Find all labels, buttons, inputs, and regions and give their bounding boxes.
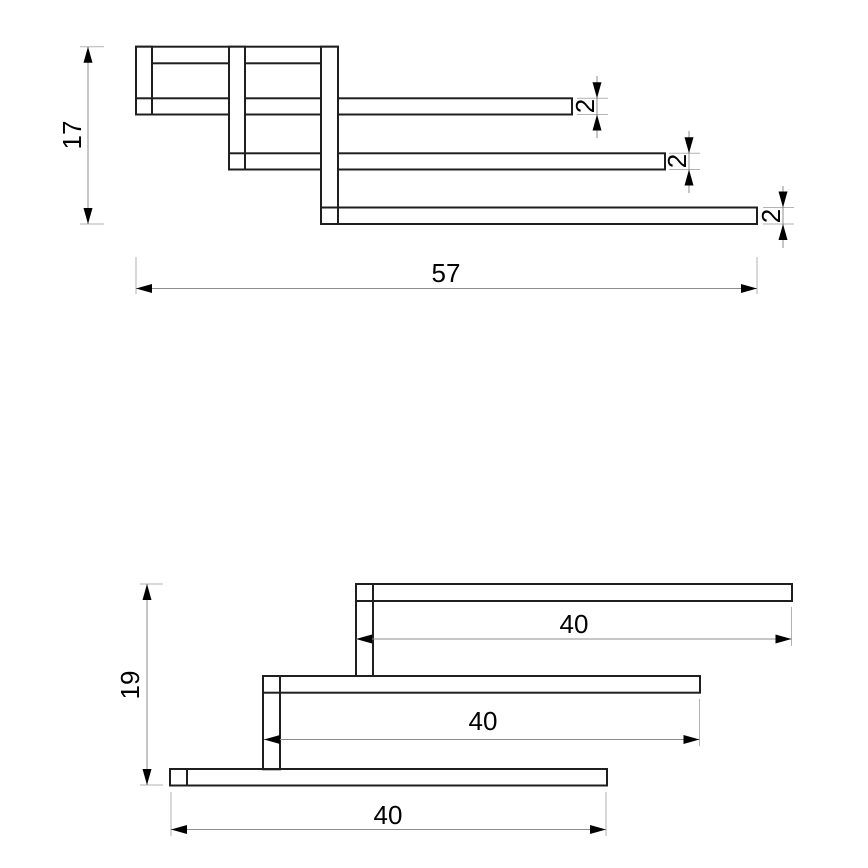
- dim-width-57: [136, 257, 757, 294]
- arrowhead-down-icon: [84, 208, 93, 224]
- drop-post-top: [356, 584, 373, 676]
- arm-3: [321, 208, 757, 225]
- arm-2: [229, 153, 665, 169]
- arrowhead-up-icon: [593, 115, 602, 131]
- drop-post-middle: [263, 676, 280, 769]
- arm-1: [136, 98, 572, 114]
- dim-length-bar-bottom-40-label: 40: [373, 800, 403, 830]
- dim-height-19: [115, 584, 163, 785]
- dim-length-bar-top-40-label: 40: [559, 609, 589, 639]
- arrowhead-right-icon: [590, 825, 606, 834]
- arrowhead-left-icon: [136, 284, 152, 293]
- dim-length-bar-top-40: [356, 607, 792, 646]
- dim-thickness-arm-2: [662, 131, 700, 193]
- dim-thickness-arm-2-label: 2: [662, 153, 692, 169]
- arrowhead-up-icon: [143, 584, 152, 600]
- dim-thickness-arm-1: [570, 76, 608, 138]
- arrowhead-right-icon: [776, 635, 792, 644]
- drop-post-bottom: [170, 769, 187, 786]
- dim-thickness-arm-3: [756, 186, 794, 248]
- arrowhead-up-icon: [685, 170, 694, 186]
- dim-length-bar-bottom-40: [171, 792, 606, 836]
- arrowhead-down-icon: [143, 769, 152, 785]
- arrowhead-left-icon: [356, 635, 372, 644]
- top-view: [136, 47, 757, 224]
- dim-height-19-label: 19: [115, 670, 145, 700]
- arrowhead-left-icon: [171, 825, 187, 834]
- bar-middle: [263, 676, 700, 693]
- bar-top: [356, 584, 792, 601]
- dim-height-17: [57, 47, 104, 224]
- dim-thickness-arm-1-label: 2: [570, 98, 600, 114]
- dim-thickness-arm-3-label: 2: [756, 208, 786, 224]
- arrowhead-up-icon: [779, 224, 788, 240]
- arrowhead-down-icon: [685, 137, 694, 153]
- post-3: [321, 47, 338, 224]
- arrowhead-right-icon: [741, 284, 757, 293]
- arrowhead-up-icon: [84, 47, 93, 63]
- arrowhead-left-icon: [264, 735, 280, 744]
- post-1: [136, 47, 152, 115]
- dim-height-17-label: 17: [57, 120, 87, 150]
- arrowhead-down-icon: [593, 82, 602, 98]
- dim-width-57-label: 57: [431, 258, 461, 288]
- bar-bottom: [170, 769, 607, 786]
- dim-length-bar-middle-40: [264, 699, 700, 746]
- arrowhead-down-icon: [779, 192, 788, 208]
- front-view: [170, 584, 792, 786]
- post-2: [229, 47, 245, 170]
- arrowhead-right-icon: [684, 735, 700, 744]
- dim-length-bar-middle-40-label: 40: [468, 706, 498, 736]
